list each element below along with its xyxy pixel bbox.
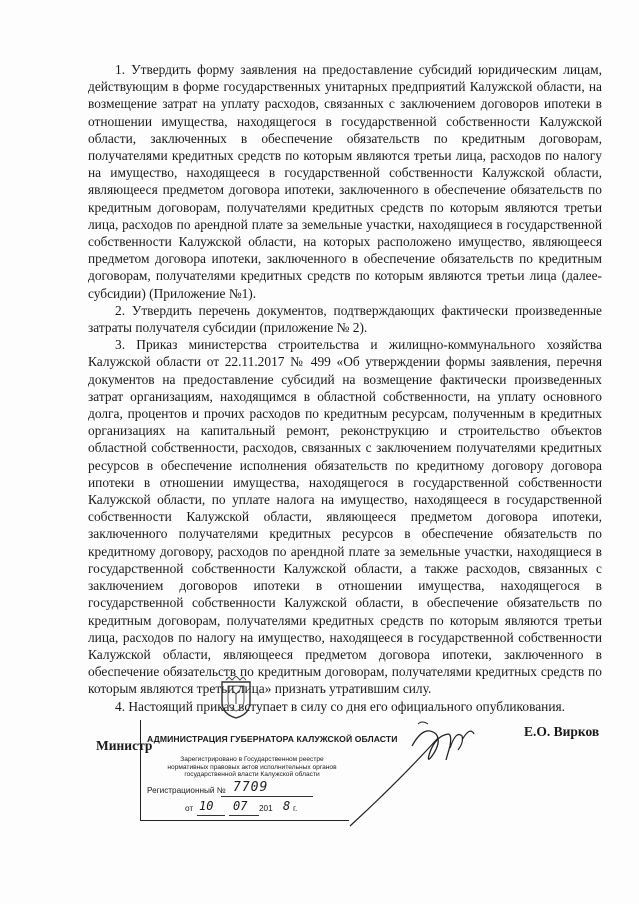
signer-position: Министр (96, 738, 153, 753)
stamp-registration-number: 7709 (233, 780, 269, 795)
stamp-registration-label: Регистрационный № (147, 786, 226, 795)
paragraph-1: 1. Утвердить форму заявления на предоставление субсидий юридическим лицам, действующим в форме государственных унитарных предприятий Калужской области, на возмещение затрат на уплату расходов, связанных с заключением договоров ипотеки в отношении имущества, находящегося в государственной собственности Калужской области, заключенных в обеспечение обязательств по кредитным договорам, получателями кредитных средств по которым являются третьи лица, расходов по налогу на имущество, находящееся в государственной собственности Калужской области, являющееся предметом договора ипотеки, заключенного в обеспечение обязательств по кредитным договорам, получателями кредитных средств по которым являются третьи лица, расходов по арендной плате за земельные участки, находящиеся в государственной собственности Калужской области, на которых расположено имущество, являющееся предметом договора ипотеки, заключенного в обеспечение обязательств по кредитным договорам, получателями кредитных средств по которым являются третьи лица (далее-субсидии) (Приложение №1). (88, 62, 602, 301)
stamp-registration-underline (221, 796, 313, 797)
signer-name: Е.О. Вирков (524, 724, 600, 739)
stamp-date-year-prefix: 201 (259, 804, 273, 813)
stamp-note: Зарегистрировано в Государственном реестре нормативных правовых актов исполнительных органов государственной власти Калужской области (167, 756, 337, 779)
stamp-date-year-digit: 8 (283, 799, 291, 813)
document-body (88, 61, 602, 715)
paragraph-3: 3. Приказ министерства строительства и жилищно-коммунального хозяйства Калужской области от 22.11.2017 № 499 «Об утверждении формы заявления, перечня документов на предоставление субсидий на возмещение фактически произведенных затрат организациям, находящимся в областной собственности, на уплату основного долга, процентов и прочих расходов по кредитным ресурсам, полученным в кредитных организациях на капитальный ремонт, реконструкцию и строительство объектов областной собственности, расходов, связанных с заключением получателями кредитных ресурсов в обеспечение исполнения обязательств по кредитному договору договора ипотеки в отношении имущества, находящегося в государственной собственности Калужской области, по уплате налога на имущество, находящееся в государственной собственности Калужской области, являющееся предметом договора ипотеки, заключенного получателями кредитных ресурсов в обеспечение обязательств по кредитному договору, расходов по арендной плате за земельные участки, находящиеся в государственной собственности Калужской области, а также расходов, связанных с заключением договоров ипотеки в отношении имущества, находящегося в государственной собственности Калужской области, в обеспечение обязательств по кредитным договорам, получателями кредитных средств по которым являются третьи лица, расходов по налогу на имущество, находящееся в государственной собственности Калужской области, являющееся предметом договора ипотеки, заключенного в обеспечение обязательств по кредитным договорам, получателями кредитных средств по которым являются третьи лица» признать утратившим силу. (88, 337, 602, 697)
handwritten-signature (340, 690, 500, 830)
kaluga-coat-of-arms-emblem (214, 676, 258, 720)
stamp-date-month-underline (229, 815, 259, 816)
stamp-date-prefix: от (185, 804, 194, 813)
registration-stamp (140, 720, 398, 821)
stamp-date-month: 07 (233, 799, 248, 813)
stamp-date-suffix: г. (293, 804, 298, 813)
stamp-date-day-underline (197, 815, 225, 816)
stamp-date-day: 10 (199, 799, 214, 813)
stamp-title: АДМИНИСТРАЦИЯ ГУБЕРНАТОРА КАЛУЖСКОЙ ОБЛАСТИ (147, 734, 398, 744)
paragraph-4: 4. Настоящий приказ вступает в силу со дня его официального опубликования. (115, 698, 565, 714)
paragraph-2: 2. Утвердить перечень документов, подтверждающих фактически произведенные затраты получателя субсидии (приложение № 2). (88, 302, 602, 336)
